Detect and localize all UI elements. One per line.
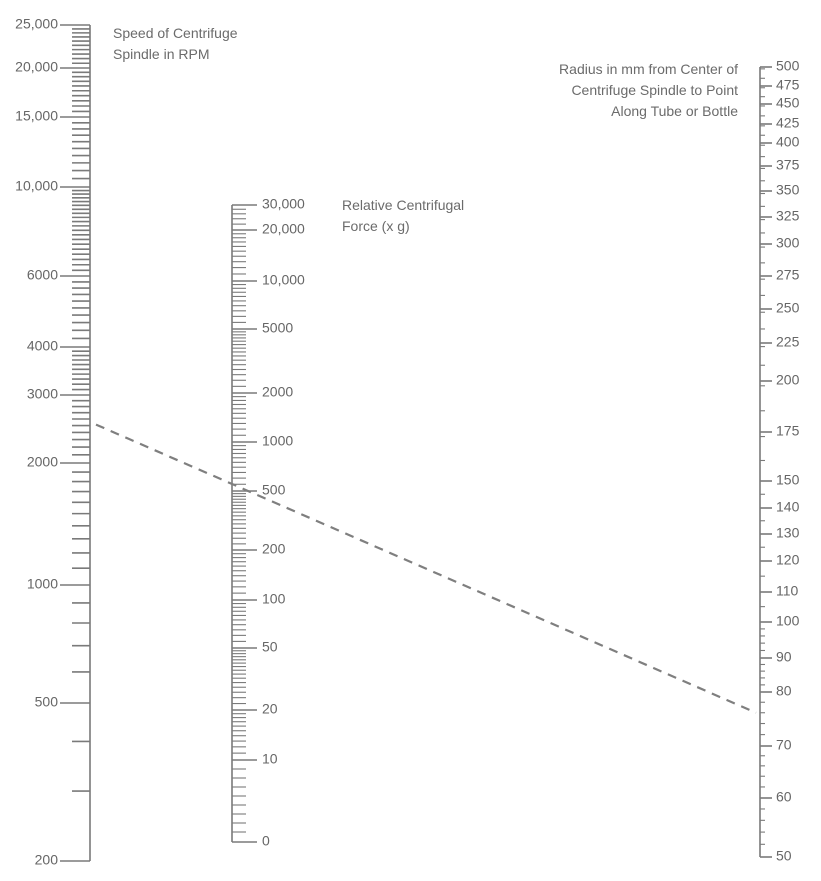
example-dashed-line (96, 425, 756, 713)
rcf-tick-label: 5000 (262, 319, 294, 336)
radius-tick-label: 100 (776, 612, 800, 629)
radius-tick-label: 50 (776, 847, 792, 864)
rcf-title-line-2: Force (x g) (342, 218, 410, 234)
rpm-tick-label: 2000 (26, 453, 58, 470)
radius-tick-label: 60 (776, 788, 792, 805)
radius-tick-label: 80 (776, 682, 792, 699)
rpm-title-line-1: Speed of Centrifuge (113, 25, 238, 41)
rcf-tick-label: 10 (262, 750, 278, 767)
radius-tick-label: 150 (776, 471, 800, 488)
radius-tick-label: 140 (776, 498, 800, 515)
radius-tick-label: 225 (776, 333, 800, 350)
radius-tick-label: 275 (776, 266, 800, 283)
rpm-tick-label: 15,000 (15, 107, 58, 124)
radius-tick-label: 450 (776, 94, 800, 111)
radius-tick-label: 500 (776, 57, 800, 74)
radius-tick-label: 200 (776, 371, 800, 388)
radius-tick-label: 130 (776, 524, 800, 541)
rpm-tick-label: 4000 (26, 337, 58, 354)
radius-tick-label: 90 (776, 648, 792, 665)
rpm-tick-label: 25,000 (15, 15, 58, 32)
rpm-tick-label: 500 (34, 693, 58, 710)
rcf-tick-label: 20,000 (262, 220, 305, 237)
rcf-tick-label: 200 (262, 540, 286, 557)
radius-tick-label: 375 (776, 156, 800, 173)
radius-tick-label: 350 (776, 181, 800, 198)
radius-tick-label: 120 (776, 551, 800, 568)
rcf-tick-label: 0 (262, 832, 270, 849)
radius-tick-label: 250 (776, 299, 800, 316)
radius-tick-label: 400 (776, 133, 800, 150)
radius-tick-label: 175 (776, 422, 800, 439)
rcf-tick-label: 2000 (262, 383, 294, 400)
rcf-tick-label: 500 (262, 481, 286, 498)
rcf-title-line-1: Relative Centrifugal (342, 197, 465, 213)
radius-tick-label: 70 (776, 736, 792, 753)
rcf-tick-label: 30,000 (262, 195, 305, 212)
rpm-tick-label: 3000 (26, 385, 58, 402)
rpm-title-line-2: Spindle in RPM (113, 46, 210, 62)
rcf-tick-label: 50 (262, 638, 278, 655)
radius-title-line-3: Along Tube or Bottle (611, 103, 738, 119)
rpm-tick-label: 10,000 (15, 177, 58, 194)
radius-title-line-1: Radius in mm from Center of (559, 61, 738, 77)
radius-tick-label: 110 (776, 582, 799, 599)
rcf-tick-label: 1000 (262, 432, 294, 449)
rpm-tick-label: 20,000 (15, 58, 58, 75)
radius-tick-label: 325 (776, 207, 800, 224)
radius-tick-label: 425 (776, 114, 800, 131)
rpm-tick-label: 200 (34, 851, 58, 868)
rcf-tick-label: 20 (262, 700, 278, 717)
rpm-tick-label: 6000 (26, 266, 58, 283)
radius-title-line-2: Centrifuge Spindle to Point (571, 82, 738, 98)
rcf-tick-label: 10,000 (262, 271, 305, 288)
rcf-tick-label: 100 (262, 590, 286, 607)
radius-tick-label: 300 (776, 234, 800, 251)
rpm-tick-label: 1000 (26, 575, 58, 592)
radius-tick-label: 475 (776, 76, 800, 93)
